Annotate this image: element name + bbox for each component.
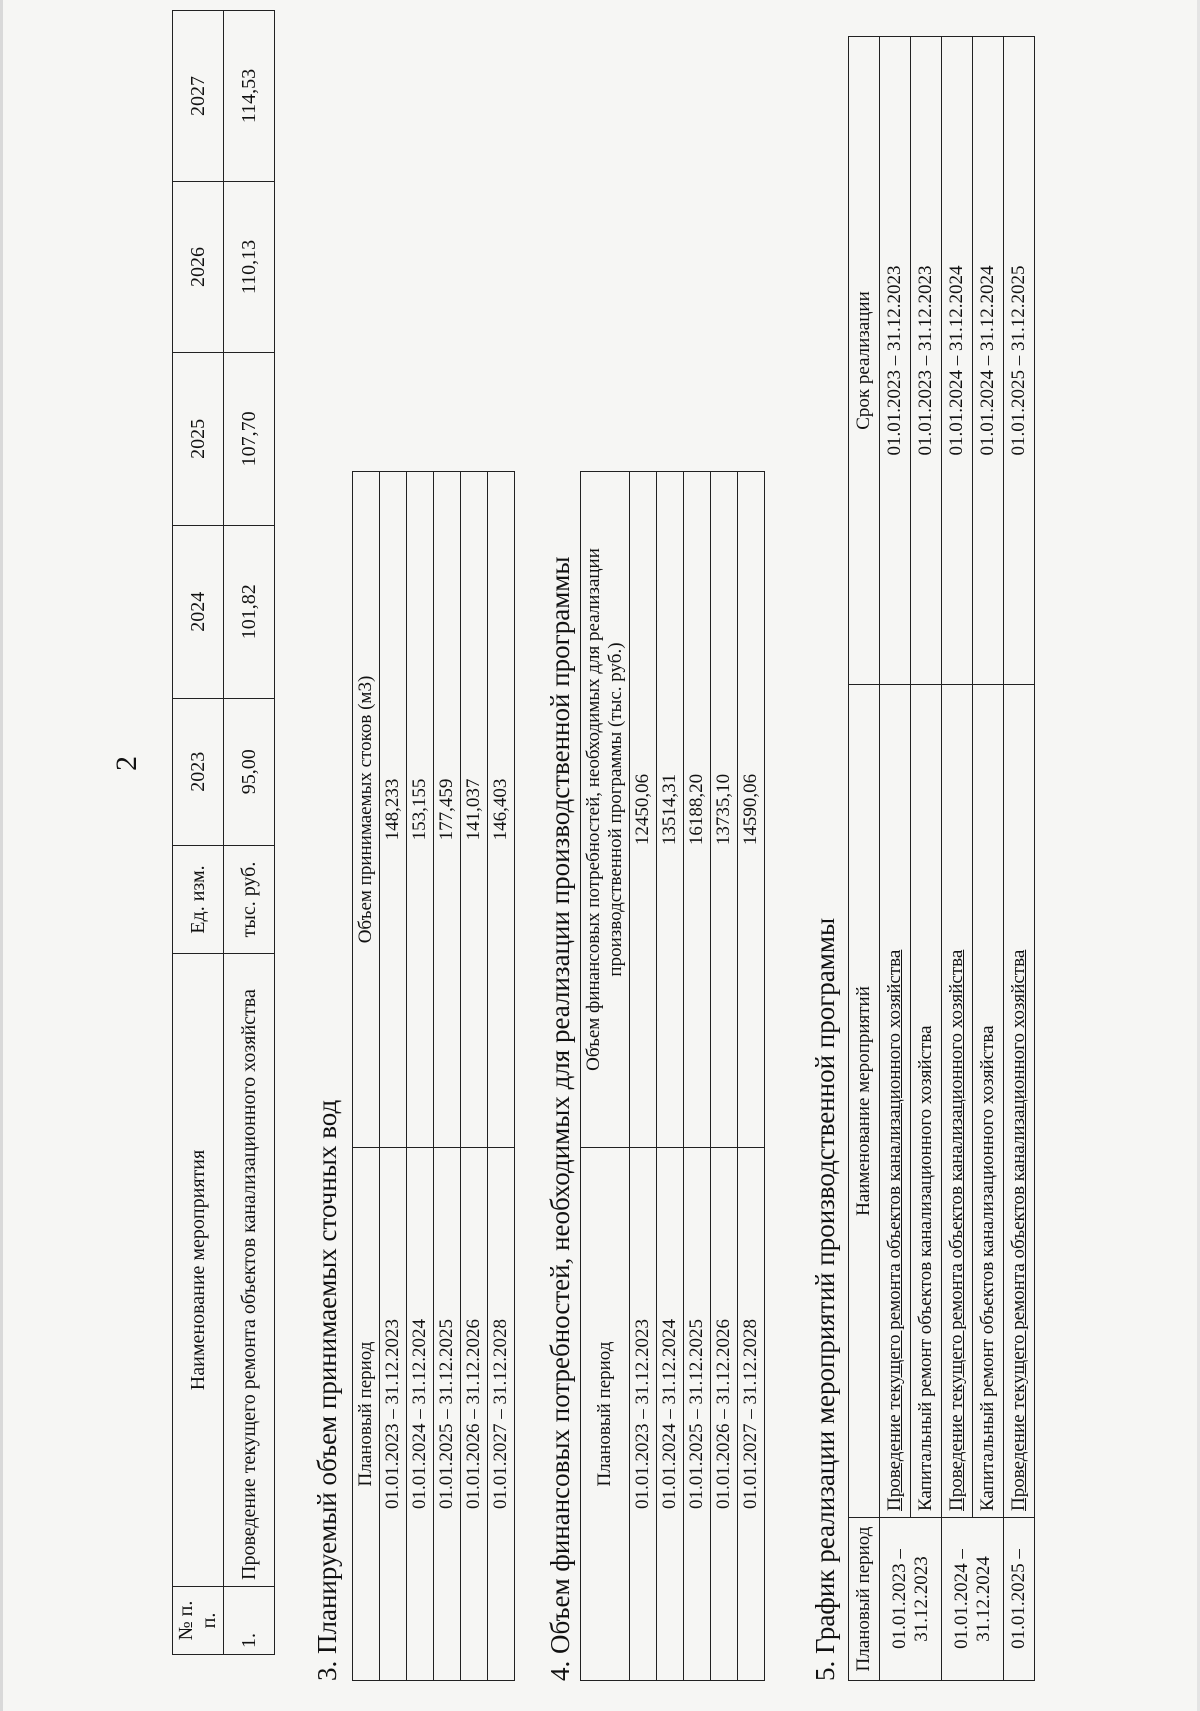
cell-period: 01.01.2027 – 31.12.2028 (488, 1148, 515, 1681)
cell-volume: 177,459 (434, 472, 461, 1148)
table-row (461, 472, 488, 1681)
col-period: Плановый период (849, 1518, 880, 1681)
table-row (880, 37, 911, 1681)
cell-term: 01.01.2025 – 31.12.2025 (1004, 37, 1035, 685)
col-period: Плановый период (353, 1148, 380, 1681)
cell-amount: 16188,20 (683, 472, 710, 1148)
cell-term: 01.01.2024 – 31.12.2024 (973, 37, 1004, 685)
cell-measure: Проведение текущего ремонта объектов канализационного хозяйства (942, 685, 973, 1518)
cell-value: 107,70 (224, 352, 275, 525)
cell-period: 01.01.2023 – 31.12.2023 (880, 1518, 942, 1681)
cell-period: 01.01.2025 – 31.12.2025 (683, 1148, 710, 1681)
cell-volume: 148,233 (380, 472, 407, 1148)
cell-period: 01.01.2023 – 31.12.2023 (380, 1148, 407, 1681)
col-measures: Наименование мероприятий (849, 685, 880, 1518)
cell-volume: 153,155 (407, 472, 434, 1148)
col-year: 2027 (173, 11, 224, 182)
cell-period: 01.01.2026 – 31.12.2026 (710, 1148, 737, 1681)
table-row (380, 472, 407, 1681)
col-volume: Объем принимаемых стоков (м3) (353, 472, 380, 1148)
col-term: Срок реализации (849, 37, 880, 685)
section5-title: 5. График реализации мероприятий производственной программы (810, 917, 840, 1681)
cell-term: 01.01.2023 – 31.12.2023 (880, 37, 911, 685)
table-row (1004, 37, 1035, 1681)
cell-period: 01.01.2024 – 31.12.2024 (656, 1148, 683, 1681)
table-row (911, 37, 942, 1681)
table-header-row (173, 11, 224, 1655)
col-period: Плановый период (581, 1148, 630, 1681)
cell-value: 95,00 (224, 698, 275, 845)
measures-cost-table (172, 10, 275, 1655)
cell-period: 01.01.2026 – 31.12.2026 (461, 1148, 488, 1681)
cell-measure-name: Проведение текущего ремонта объектов канализационного хозяйства (224, 954, 275, 1587)
cell-value: 101,82 (224, 525, 275, 698)
cell-measure: Капитальный ремонт объектов канализационного хозяйства (911, 685, 942, 1518)
cell-period: 01.01.2024 – 31.12.2024 (407, 1148, 434, 1681)
table-row (683, 472, 710, 1681)
table-row (434, 472, 461, 1681)
cell-unit: тыс. руб. (224, 846, 275, 954)
cell-period: 01.01.2023 – 31.12.2023 (629, 1148, 656, 1681)
cell-number: 1. (224, 1587, 275, 1655)
col-year: 2025 (173, 352, 224, 525)
cell-period: 01.01.2027 – 31.12.2028 (737, 1148, 764, 1681)
cell-measure: Проведение текущего ремонта объектов канализационного хозяйства (1004, 685, 1035, 1518)
table-row (407, 472, 434, 1681)
wastewater-volume-table (352, 471, 515, 1681)
col-financial-volume: Объем финансовых потребностей, необходимых для реализации производственной программы (тыс. руб.) (581, 472, 630, 1148)
cell-value: 114,53 (224, 11, 275, 182)
cell-term: 01.01.2023 – 31.12.2023 (911, 37, 942, 685)
section4-title: 4. Объем финансовых потребностей, необходимых для реализации производственной программы (545, 556, 575, 1681)
cell-period: 01.01.2025 – 31.12.2025 (434, 1148, 461, 1681)
col-measure-name: Наименование мероприятия (173, 954, 224, 1587)
page-number: 2 (110, 756, 143, 771)
table-header-row (353, 472, 380, 1681)
cell-measure: Капитальный ремонт объектов канализационного хозяйства (973, 685, 1004, 1518)
table-row (656, 472, 683, 1681)
cell-value: 110,13 (224, 181, 275, 352)
col-year: 2024 (173, 525, 224, 698)
implementation-schedule-table (848, 36, 1035, 1681)
table-row (737, 472, 764, 1681)
table-row (488, 472, 515, 1681)
table-row (942, 37, 973, 1681)
table-header-row (849, 37, 880, 1681)
cell-volume: 146,403 (488, 472, 515, 1148)
col-year: 2026 (173, 181, 224, 352)
cell-amount: 13514,31 (656, 472, 683, 1148)
financial-needs-table (580, 471, 765, 1681)
table-header-row (581, 472, 630, 1681)
cell-term: 01.01.2024 – 31.12.2024 (942, 37, 973, 685)
col-year: 2023 (173, 698, 224, 845)
col-unit: Ед. изм. (173, 846, 224, 954)
cell-amount: 13735,10 (710, 472, 737, 1148)
col-number: № п. п. (173, 1587, 224, 1655)
cell-volume: 141,037 (461, 472, 488, 1148)
cell-period: 01.01.2025 – (1004, 1518, 1035, 1681)
cell-period: 01.01.2024 – 31.12.2024 (942, 1518, 1004, 1681)
table-row (224, 11, 275, 1655)
cell-measure: Проведение текущего ремонта объектов канализационного хозяйства (880, 685, 911, 1518)
cell-amount: 14590,06 (737, 472, 764, 1148)
section3-title: 3. Планируемый объем принимаемых сточных вод (312, 1099, 342, 1681)
table-row (710, 472, 737, 1681)
cell-amount: 12450,06 (629, 472, 656, 1148)
table-row (629, 472, 656, 1681)
table-row (973, 37, 1004, 1681)
